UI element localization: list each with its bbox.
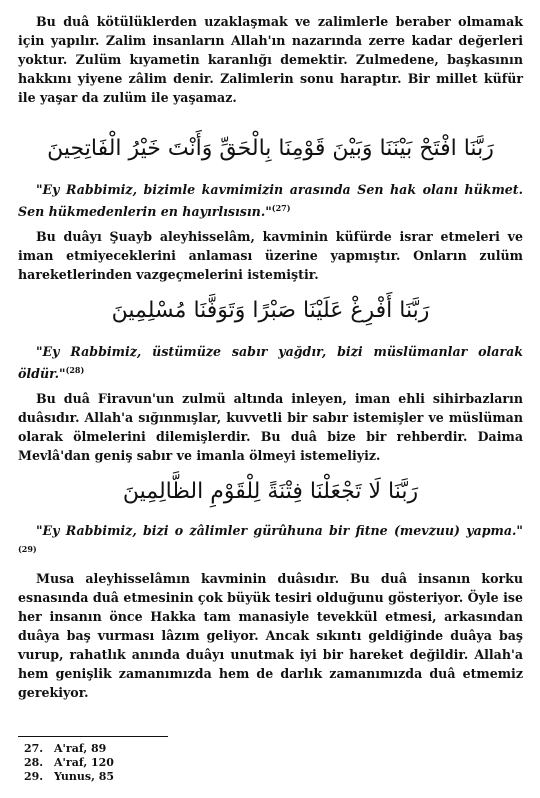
paragraph-4: Musa aleyhisselâmın kavminin duâsıdır. Bu duâ insanın korku esnasında duâ etmesinin çok büyük tesiri olduğunu gösteriyor. Öyle ise her insanın önce Hakka tam manasiyle tevekkül etmesi, arkasından duâya baş vurması lâzım geliyor. Ancak sıkıntı geldiğinde duâya baş vurup, rahatlık anında duâyı unutmak iyi bir hareket değildir. Allah'a hem genişlik zamanımızda hem de darlık zamanımızda duâ etmemiz gerekiyor. — [18, 570, 523, 700]
paragraph-1: Bu duâ kötülüklerden uzaklaşmak ve zalimlerle beraber olmamak için yapılır. Zalim insanların Allah'ın nazarında zerre kadar değerleri yoktur. Zulüm kıyametin karanlığı demektir. Zulmedene, başkasının hakkını yiyene zâlim denir. Zalimlerin sonu haraptır. Bir millet küfür ile yaşar da zulüm ile yaşamaz. — [18, 14, 523, 105]
quote-3-text: "Ey Rabbimiz, bizi o zâlimler gürûhuna bir fitne (mevzuu) yapma." — [36, 523, 523, 539]
quote-3-ref: (29) — [18, 544, 37, 555]
quote-1 — [18, 180, 523, 221]
paragraph-3: Bu duâ Firavun'un zulmü altında inleyen, iman ehli sihirbazların duâsıdır. Allah'a sığınmışlar, kuvvetli bir sabır istemişler ve müslüman olarak ölmelerini dilemişlerdir. Bu duâ bize bir rehberdir. Daima Mevlâ'dan geniş sabır ve imanla ölmeyi istemeliyiz. — [18, 391, 523, 464]
arabic-verse-3: رَبَّنَا لَا تَجْعَلْنَا فِتْنَةً لِلْقَوْمِ الظَّالِمِينَ — [122, 479, 419, 505]
footnote-divider — [18, 736, 168, 737]
quote-2-ref: (28) — [65, 365, 85, 376]
quote-2-text: "Ey Rabbimiz, üstümüze sabır yağdır, bizi müslümanlar olarak öldür." — [18, 344, 523, 382]
footnote-number: 27. — [24, 742, 44, 755]
footnote-number: 28. — [24, 756, 44, 769]
footnote-text: A'raf, 120 — [54, 756, 114, 769]
quote-1-ref: (27) — [271, 203, 291, 213]
footnote-number: 29. — [24, 770, 44, 783]
footnote-27 — [24, 742, 324, 756]
footnotes — [24, 742, 324, 784]
quote-2 — [18, 342, 523, 383]
paragraph-2: Bu duâyı Şuayb aleyhisselâm, kavminin küfürde israr etmeleri ve iman etmiyeceklerini anlaması üzerine yapmıştır. Onların zulüm hareketlerinden vazgeçmelerini istemiştir. — [18, 229, 523, 283]
footnote-29 — [24, 770, 324, 784]
quote-3 — [18, 521, 523, 562]
arabic-verse-1: رَبَّنَا افْتَحْ بَيْنَنَا وَبَيْنَ قَوْمِنَا بِالْحَقِّ وَأَنْتَ خَيْرُ الْفَاتِحِينَ — [47, 136, 494, 161]
quote-1-text: "Ey Rabbimiz, bizimle kavmimizin arasında Sen hak olanı hükmet. Sen hükmedenlerin en hayırlısısın." — [18, 182, 523, 220]
footnote-text: Yunus, 85 — [54, 770, 115, 783]
footnote-text: A'raf, 89 — [54, 742, 107, 755]
footnote-28 — [24, 756, 324, 770]
arabic-verse-2: رَبَّنَا أَفْرِغْ عَلَيْنَا صَبْرًا وَتَوَفَّنَا مُسْلِمِينَ — [111, 298, 430, 324]
page-body — [18, 12, 523, 702]
